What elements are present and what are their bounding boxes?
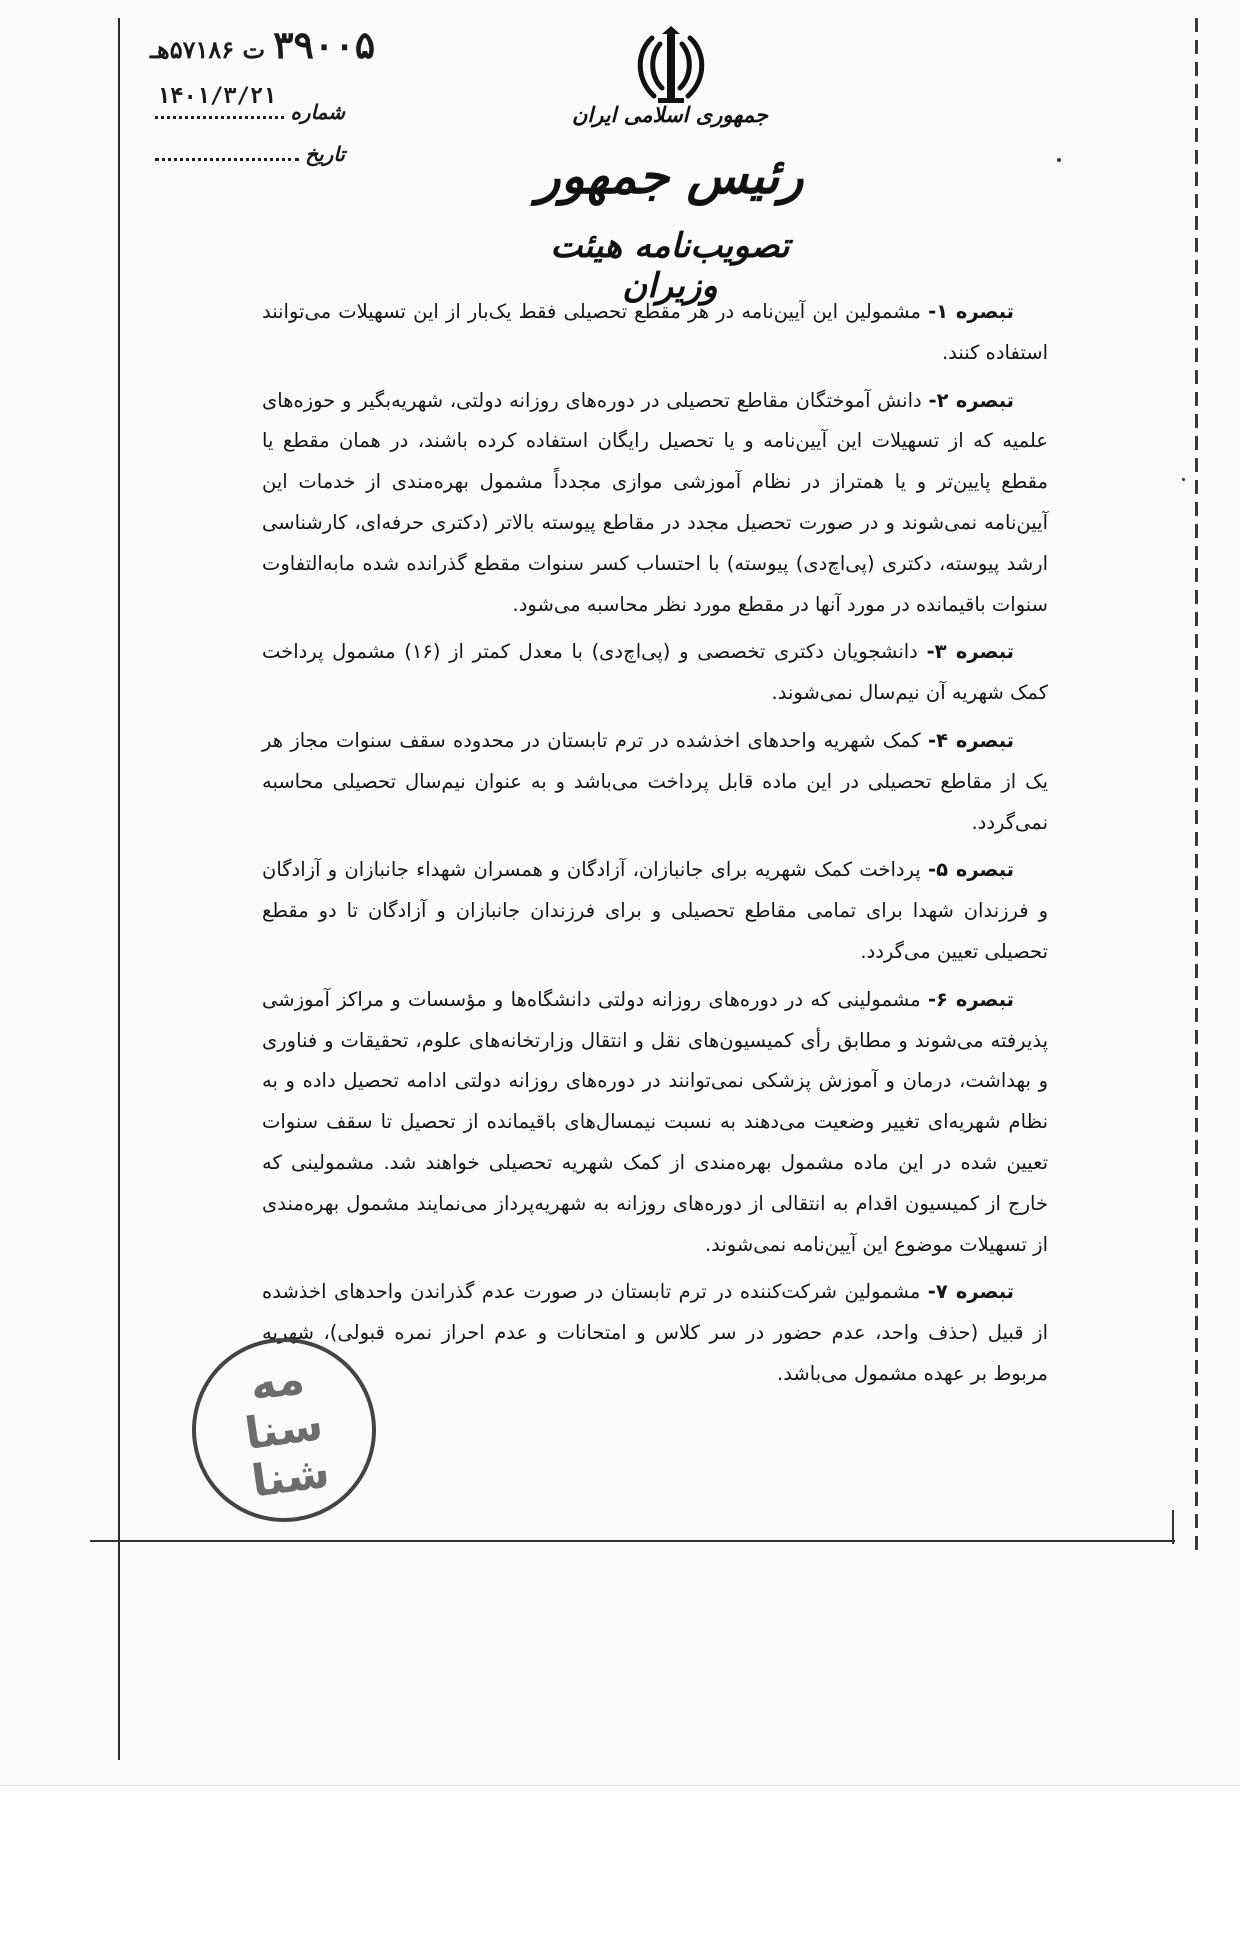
note-title: تبصره ۴- [927,728,1014,752]
note-title: تبصره ۶- [927,987,1014,1011]
document-body [262,292,1048,1402]
scan-speck [1182,478,1185,481]
republic-title: جمهوری اسلامی ایران [571,102,769,127]
number-dotted-line [155,84,284,119]
stamp-line-3: شنا [248,1446,333,1508]
page-right-edge [1195,18,1198,1553]
note-text: دانشجویان دکتری تخصصی و (پی‌اچ‌دی) با معدل کمتر از (۱۶) مشمول پرداخت کمک شهریه آن نیم‌سال نمی‌شوند. [262,640,1048,705]
scan-speck [1057,158,1061,162]
note-title: تبصره ۲- [928,388,1014,412]
note-5 [262,850,1048,972]
stamp-line-1: مه [246,1352,308,1411]
note-7 [262,1272,1048,1394]
number-label: شماره [290,100,345,124]
date-row [155,140,345,166]
note-text: دانش آموختگان مقاطع تحصیلی در دوره‌های روزانه دولتی، شهریه‌بگیر و حوزه‌های علمیه که از تسهیلات این آیین‌نامه و یا تحصیل رایگان استفاده کرده باشند، در همان مقطع یا مقطع پایین‌تر و یا همتراز در نظام آموزشی موازی مجدداً مشمول بهره‌مندی از خدمات این آیین‌نامه نمی‌شوند و در صورت تحصیل مجدد در مقاطع پیوسته بالاتر (دکتری حرفه‌ای، کارشناسی ارشد پیوسته، دکتری (پی‌اچ‌دی) پیوسته) با احتساب کسر سنوات مقطع گذرانده شده مابه‌التفاوت سنوات باقیمانده در مورد آنها در مقطع مورد نظر محاسبه می‌شود. [262,388,1048,616]
stamp-line-2: سنا [241,1398,326,1461]
note-2 [262,381,1048,626]
page-left-edge [118,18,120,1760]
note-title: تبصره ۱- [928,300,1014,323]
number-value: ۱۴۰۱/۳/۲۱ [157,84,277,109]
note-title: تبصره ۵- [928,858,1014,882]
cabinet-title: تصویب‌نامه هیئت وزیران [550,226,790,306]
note-title: تبصره ۳- [926,640,1014,664]
date-dotted-line [155,140,299,161]
reference-code: ت ۵۷۱۸۶هـ [150,35,266,64]
note-title: تبصره ۷- [927,1280,1014,1304]
note-text: کمک شهریه واحدهای اخذشده در ترم تابستان در محدوده سقف سنوات مجاز هر یک از مقاطع تحصیلی در این ماده قابل پرداخت می‌باشد و به عنوان نیم‌سال تحصیلی محاسبه نمی‌گردد. [262,728,1048,834]
note-1 [262,292,1048,374]
reference-line [150,22,410,67]
president-title: رئیس جمهور [536,146,804,205]
number-row [155,84,345,124]
note-3 [262,632,1048,714]
iran-emblem-icon [632,24,710,108]
date-label: تاریخ [305,142,345,166]
note-4 [262,721,1048,843]
bottom-rule-tick [1172,1510,1174,1544]
note-text: مشمولین شرکت‌کننده در ترم تابستان در صورت عدم گذراندن واحدهای اخذشده از قبیل (حذف واحد، عدم حضور در سر کلاس و امتحانات و عدم احراز نمره قبولی)، شهریه مربوط بر عهده مشمول می‌باشد. [262,1280,1048,1385]
note-text: مشمولین این آیین‌نامه در هر مقطع تحصیلی فقط یک‌بار از این تسهیلات می‌توانند استفاده کنند. [262,300,1048,364]
note-6 [262,980,1048,1266]
note-text: پرداخت کمک شهریه برای جانبازان، آزادگان و همسران شهداء جانبازان و آزادگان و فرزندان شهدا برای تمامی مقاطع تحصیلی و برای فرزندان جانبازان و آزادگان تا دو مقطع تحصیلی تعیین می‌گردد. [262,858,1048,963]
note-text: مشمولینی که در دوره‌های روزانه دولتی دانشگاه‌ها و مؤسسات و مراکز آموزشی پذیرفته می‌شوند و مطابق رأی کمیسیون‌های نقل و انتقال وزارتخانه‌های علوم، تحقیقات و فناوری و بهداشت، درمان و آموزش پزشکی نمی‌توانند در دوره‌های روزانه دولتی ادامه تحصیل داده و به نظام شهریه‌ای تغییر وضعیت می‌دهند به نسبت نیمسال‌های باقیمانده از تحصیل تا سقف سنوات تعیین شده در این ماده مشمول بهره‌مندی از کمک شهریه تحصیلی خواهند شد. مشمولینی که خارج از کمیسیون اقدام به انتقالی از دوره‌های روزانه به شهریه‌پرداز می‌نمایند مشمول بهره‌مندی از تسهیلات موضوع این آیین‌نامه نمی‌شوند. [262,987,1048,1256]
reference-number: ۳۹۰۰۵ [273,22,376,67]
bottom-rule [90,1540,1175,1542]
